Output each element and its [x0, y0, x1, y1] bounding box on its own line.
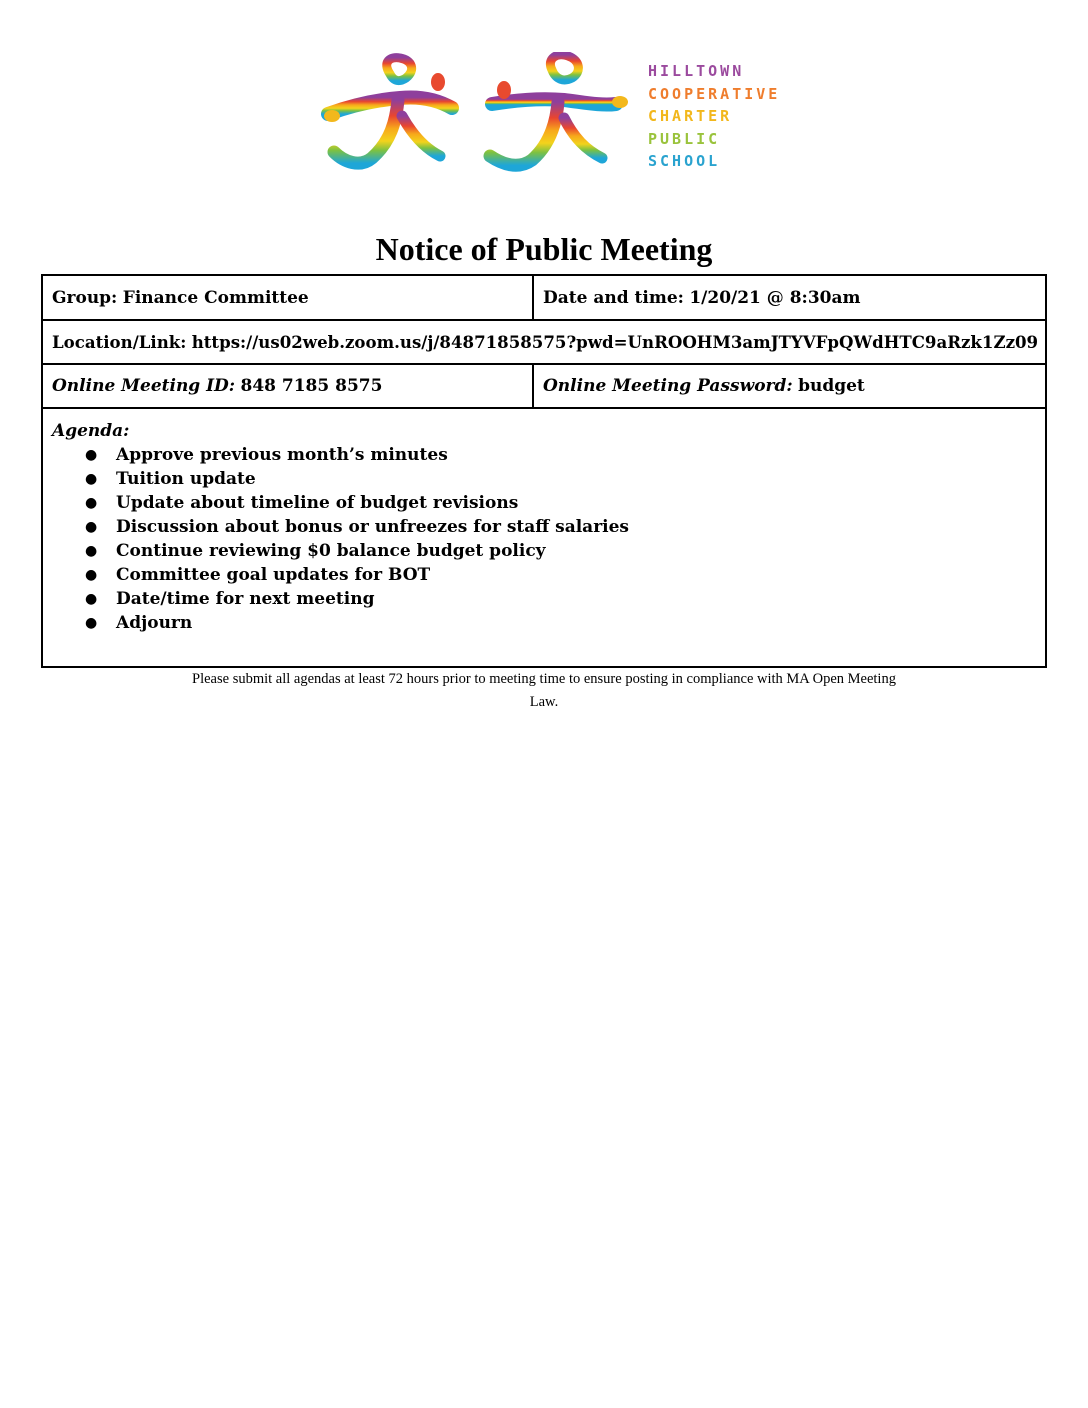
list-item: [52, 467, 1045, 491]
password-value: budget: [798, 376, 865, 396]
submission-note-line-2: Law.: [529, 694, 559, 710]
logo-line-3: CHARTER: [648, 107, 733, 125]
datetime-value: 1/20/21 @ 8:30am: [689, 287, 861, 308]
agenda-item-text: Tuition update: [116, 469, 256, 489]
list-item: [52, 443, 1045, 467]
list-item: [52, 587, 1045, 611]
list-item: [52, 515, 1045, 539]
agenda-label: Agenda:: [52, 421, 130, 441]
meeting-id-cell: [43, 365, 534, 407]
agenda-item-text: Approve previous month’s minutes: [116, 445, 448, 465]
password-label: Online Meeting Password:: [543, 376, 793, 396]
password-cell: [534, 365, 1045, 407]
bullet-icon: ●: [85, 615, 98, 631]
location-link[interactable]: https://us02web.zoom.us/j/84871858575?pwd=UnROOHM3amJTYVFpQWdHTC9aRzk1Zz09: [191, 332, 1039, 352]
agenda-list: [52, 443, 1045, 635]
logo-wordmark: [648, 60, 780, 173]
datetime-label: Date and time:: [543, 287, 684, 308]
logo-line-4: PUBLIC: [648, 129, 721, 148]
bullet-icon: ●: [85, 591, 98, 607]
agenda-item-text: Adjourn: [116, 613, 193, 633]
list-item: [52, 611, 1045, 635]
meeting-id-label: Online Meeting ID:: [52, 376, 236, 396]
logo-line-5: SCHOOL: [648, 152, 721, 170]
group-value: Finance Committee: [122, 287, 309, 308]
list-item: [52, 491, 1045, 515]
logo-line-2: COOPERATIVE: [648, 84, 781, 103]
submission-note-line-1: Please submit all agendas at least 72 hours prior to meeting time to ensure posting in compliance with MA Open Meeting: [192, 671, 896, 687]
datetime-cell: [534, 276, 1045, 319]
group-label: Group:: [52, 287, 118, 308]
agenda-item-text: Discussion about bonus or unfreezes for staff salaries: [116, 517, 629, 537]
bullet-icon: ●: [85, 519, 98, 535]
two-dancing-figures-icon: [320, 52, 640, 182]
agenda-item-text: Continue reviewing $0 balance budget policy: [116, 541, 546, 561]
page-title: Notice of Public Meeting: [375, 231, 713, 267]
submission-note: [0, 668, 1088, 714]
table-row: [43, 276, 1045, 321]
meeting-id-value: 848 7185 8575: [240, 376, 383, 396]
meeting-details-table: [41, 274, 1047, 668]
agenda-section: [52, 419, 1045, 635]
agenda-item-text: Update about timeline of budget revisions: [116, 493, 519, 513]
table-row: [43, 365, 1045, 409]
location-label: Location/Link:: [52, 332, 187, 352]
location-cell: [43, 321, 1045, 363]
agenda-item-text: Committee goal updates for BOT: [116, 565, 431, 585]
bullet-icon: ●: [85, 567, 98, 583]
agenda-item-text: Date/time for next meeting: [116, 589, 375, 609]
group-cell: [43, 276, 534, 319]
bullet-icon: ●: [85, 471, 98, 487]
school-logo: [320, 52, 790, 182]
logo-line-1: HILLTOWN: [648, 62, 745, 80]
list-item: [52, 563, 1045, 587]
bullet-icon: ●: [85, 543, 98, 559]
bullet-icon: ●: [85, 495, 98, 511]
table-row: [43, 321, 1045, 365]
bullet-icon: ●: [85, 447, 98, 463]
list-item: [52, 539, 1045, 563]
